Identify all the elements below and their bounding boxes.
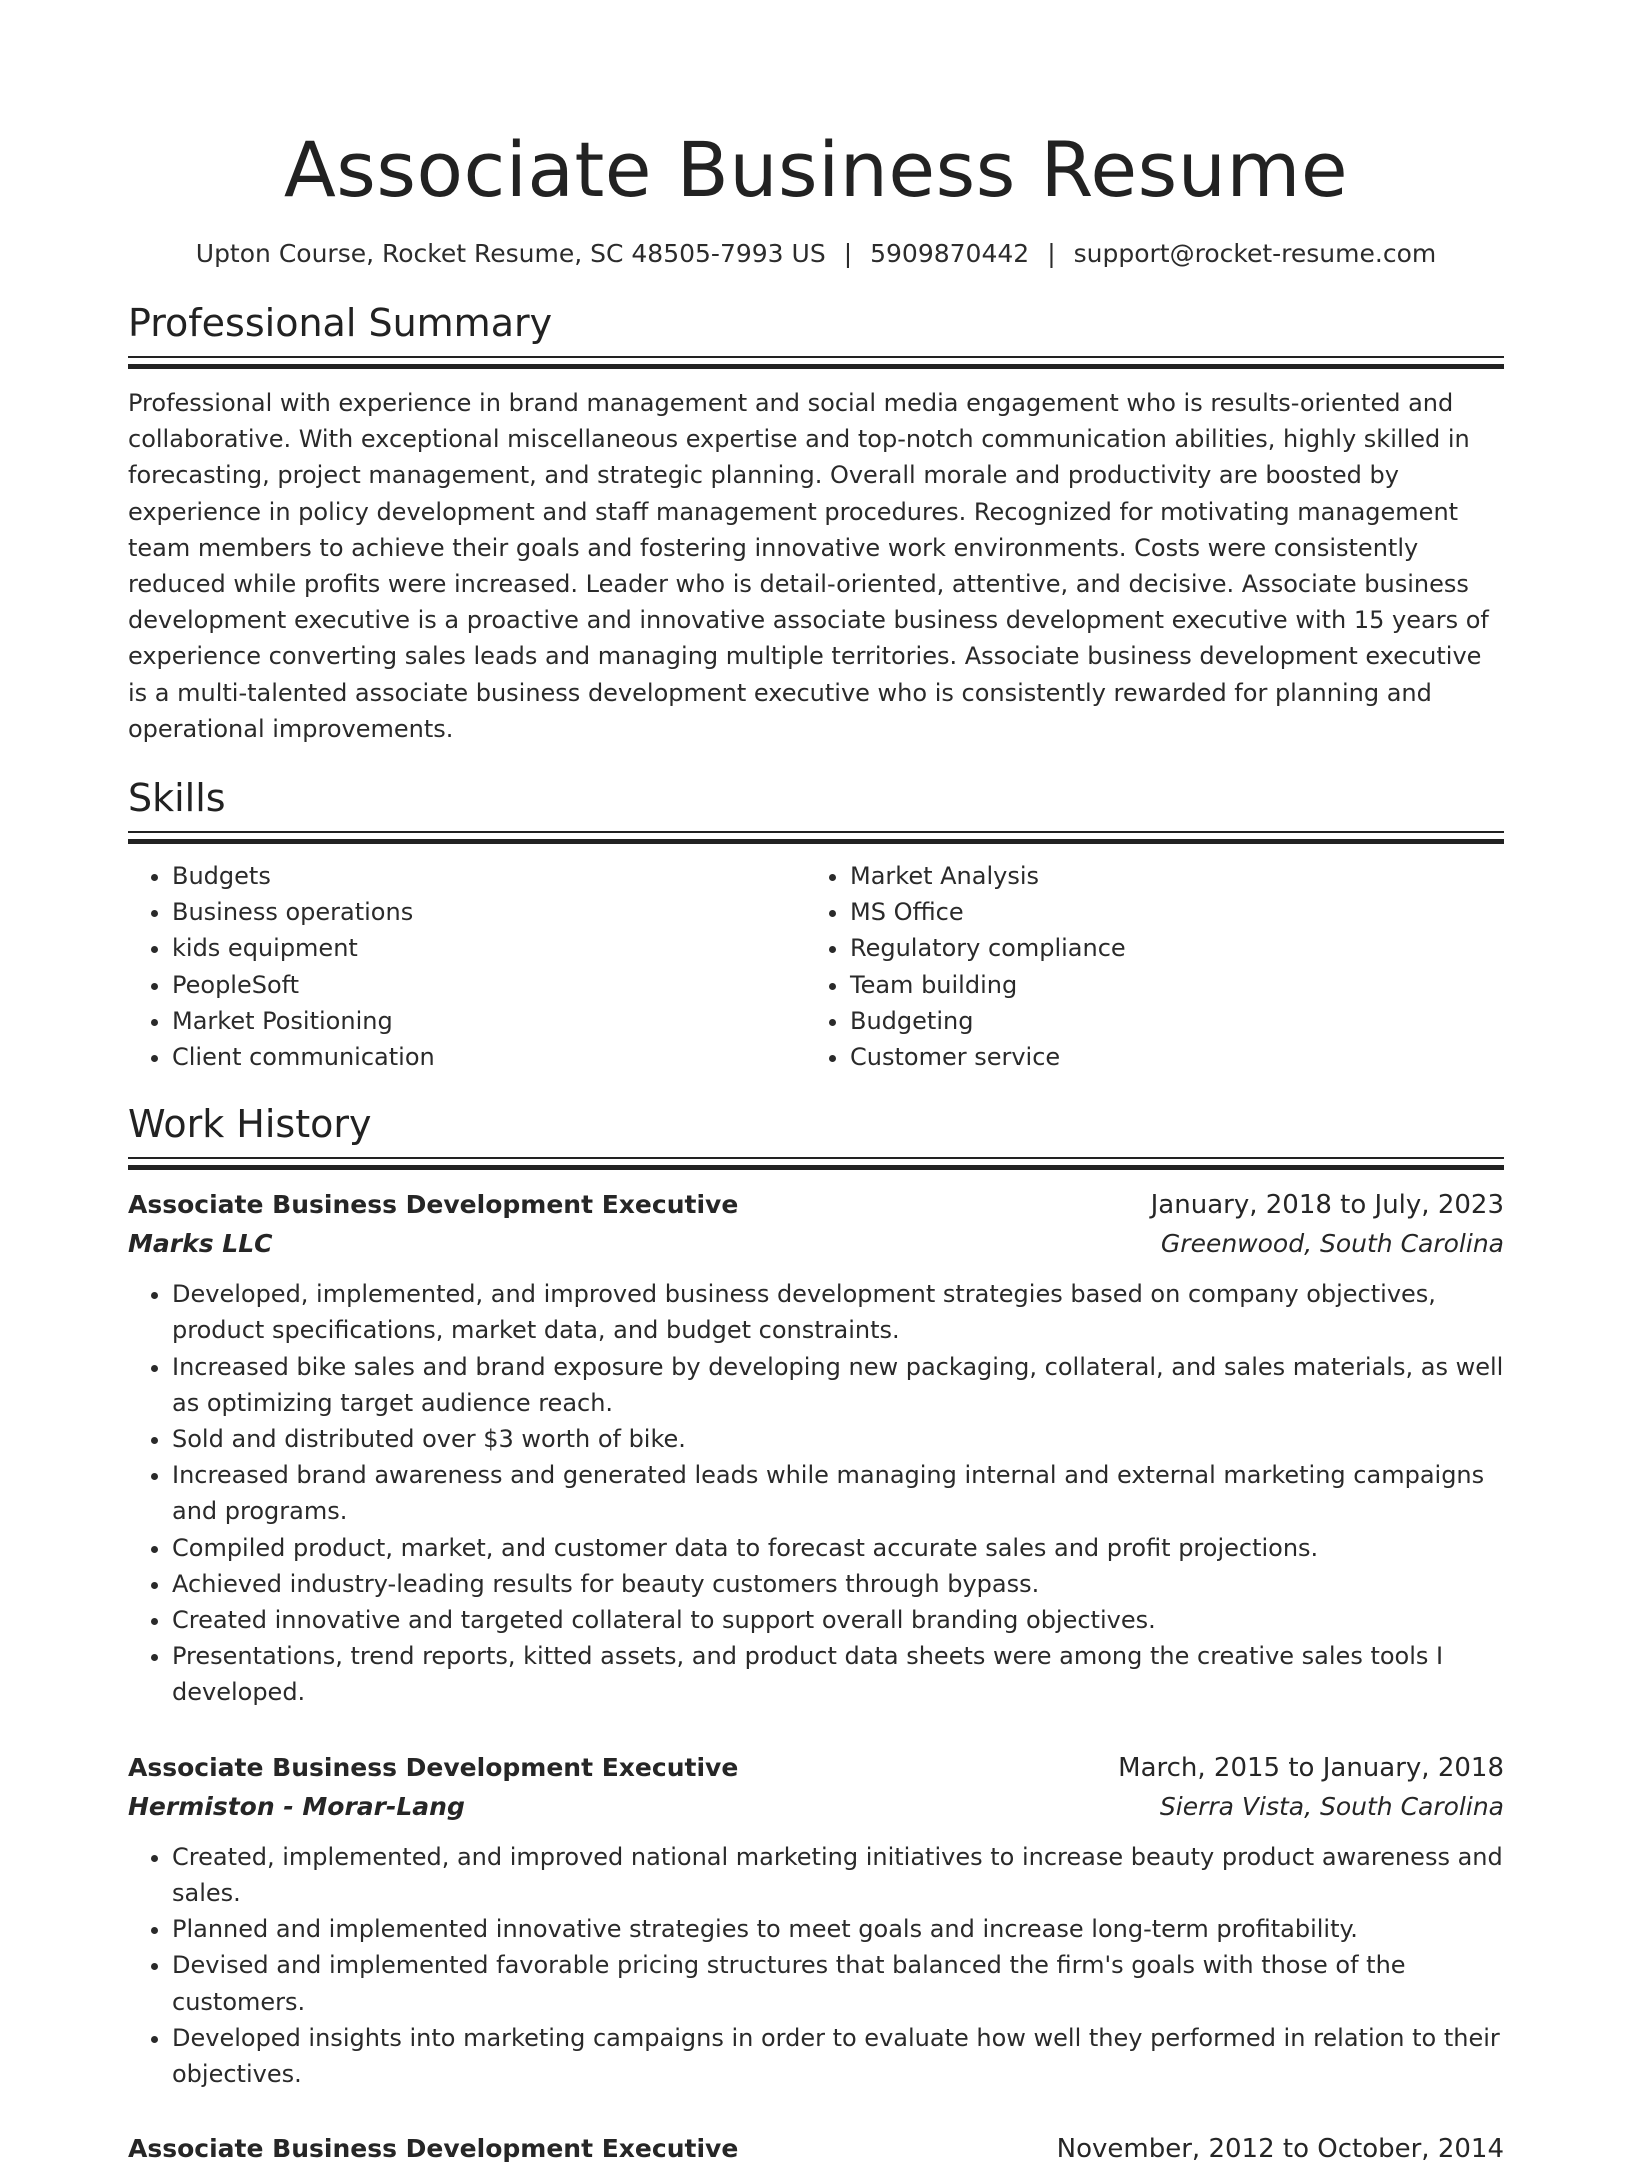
job-bullet: • Presentations, trend reports, kitted assets, and product data sheets were among the creative sales tools I developed.	[172, 1638, 1504, 1710]
job-title: Associate Business Development Executive	[128, 2134, 739, 2164]
skills-list-left	[128, 858, 806, 1075]
skill-item: • PeopleSoft	[172, 967, 806, 1003]
job-bullet: • Created innovative and targeted collateral to support overall branding objectives.	[172, 1602, 1504, 1638]
work-history-section	[128, 1101, 1504, 2168]
job-header	[128, 1186, 1504, 1224]
section-title-summary: Professional Summary	[128, 301, 553, 345]
job-entry	[128, 1186, 1504, 1710]
contact-phone: 5909870442	[870, 239, 1030, 268]
section-title-work: Work History	[128, 1102, 372, 1147]
job-location: Greenwood, South Carolina	[1160, 1229, 1504, 1259]
skill-item: • kids equipment	[172, 930, 806, 966]
skill-item: • MS Office	[850, 894, 1484, 930]
professional-summary-section	[128, 300, 1504, 747]
contact-line	[128, 238, 1504, 270]
job-bullet: • Sold and distributed over $3 worth of bike.	[172, 1421, 1504, 1457]
skill-item: • Budgets	[172, 858, 806, 894]
job-entry	[128, 2130, 1504, 2168]
job-dates: January, 2018 to July, 2023	[1150, 1190, 1504, 1221]
skills-list-right	[806, 858, 1484, 1075]
job-bullet: • Increased brand awareness and generated leads while managing internal and external marketing campaigns and programs.	[172, 1457, 1504, 1529]
skill-item: • Customer service	[850, 1039, 1484, 1075]
summary-text: Professional with experience in brand management and social media engagement who is results-oriented and collaborative. With exceptional miscellaneous expertise and top-notch communication abilities, highly skilled in forecasting, project management, and strategic planning. Overall morale and productivity are boosted by experience in policy development and staff management procedures. Recognized for motivating management team members to achieve their goals and fostering innovative work environments. Costs were consistently reduced while profits were increased. Leader who is detail-oriented, attentive, and decisive. Associate business development executive is a proactive and innovative associate business development executive with 15 years of experience converting sales leads and managing multiple territories. Associate business development executive is a multi-talented associate business development executive who is consistently rewarded for planning and operational improvements.	[128, 389, 1489, 743]
skill-item: • Budgeting	[850, 1003, 1484, 1039]
job-bullet: • Devised and implemented favorable pricing structures that balanced the firm's goals with those of the customers.	[172, 1947, 1504, 2019]
job-bullet: • Created, implemented, and improved national marketing initiatives to increase beauty product awareness and sales.	[172, 1839, 1504, 1911]
job-bullet: • Increased bike sales and brand exposure by developing new packaging, collateral, and sales materials, as well as optimizing target audience reach.	[172, 1349, 1504, 1421]
contact-separator: |	[843, 239, 853, 268]
section-divider	[128, 356, 1504, 371]
job-bullet: • Planned and implemented innovative strategies to meet goals and increase long-term profitability.	[172, 1911, 1504, 1947]
job-dates: March, 2015 to January, 2018	[1118, 1752, 1504, 1783]
section-divider	[128, 1157, 1504, 1172]
job-header	[128, 2130, 1504, 2168]
resume-title: Associate Business Resume	[283, 125, 1349, 214]
job-employer	[128, 1787, 1504, 1827]
job-header	[128, 1749, 1504, 1787]
job-bullets	[128, 1276, 1504, 1710]
skills-section	[128, 775, 1504, 1075]
resume-page	[128, 0, 1504, 2168]
job-bullets	[128, 1839, 1504, 2092]
skill-item: • Market Analysis	[850, 858, 1484, 894]
section-title-skills: Skills	[128, 776, 226, 821]
company-name: Marks LLC	[128, 1229, 273, 1259]
skill-item: • Client communication	[172, 1039, 806, 1075]
job-employer	[128, 1224, 1504, 1264]
skills-columns	[128, 858, 1504, 1075]
job-location: Sierra Vista, South Carolina	[1159, 1791, 1504, 1821]
job-dates: November, 2012 to October, 2014	[1056, 2134, 1504, 2165]
contact-email: support@rocket-resume.com	[1073, 239, 1437, 268]
job-bullet: • Developed insights into marketing campaigns in order to evaluate how well they performed in relation to their objectives.	[172, 2020, 1504, 2092]
job-entry	[128, 1749, 1504, 2092]
job-bullet: • Compiled product, market, and customer data to forecast accurate sales and profit projections.	[172, 1530, 1504, 1566]
contact-separator: |	[1047, 239, 1056, 268]
job-bullet: • Developed, implemented, and improved business development strategies based on company objectives, product specifications, market data, and budget constraints.	[172, 1276, 1504, 1348]
skill-item: • Team building	[850, 967, 1484, 1003]
section-divider	[128, 831, 1504, 846]
job-bullet: • Achieved industry-leading results for beauty customers through bypass.	[172, 1566, 1504, 1602]
job-title: Associate Business Development Executive	[128, 1190, 739, 1220]
job-title: Associate Business Development Executive	[128, 1752, 739, 1782]
company-name: Hermiston - Morar-Lang	[128, 1791, 465, 1821]
skill-item: • Business operations	[172, 894, 806, 930]
contact-address: Upton Course, Rocket Resume, SC 48505-7993 US	[195, 239, 826, 268]
skill-item: • Regulatory compliance	[850, 930, 1484, 966]
skill-item: • Market Positioning	[172, 1003, 806, 1039]
